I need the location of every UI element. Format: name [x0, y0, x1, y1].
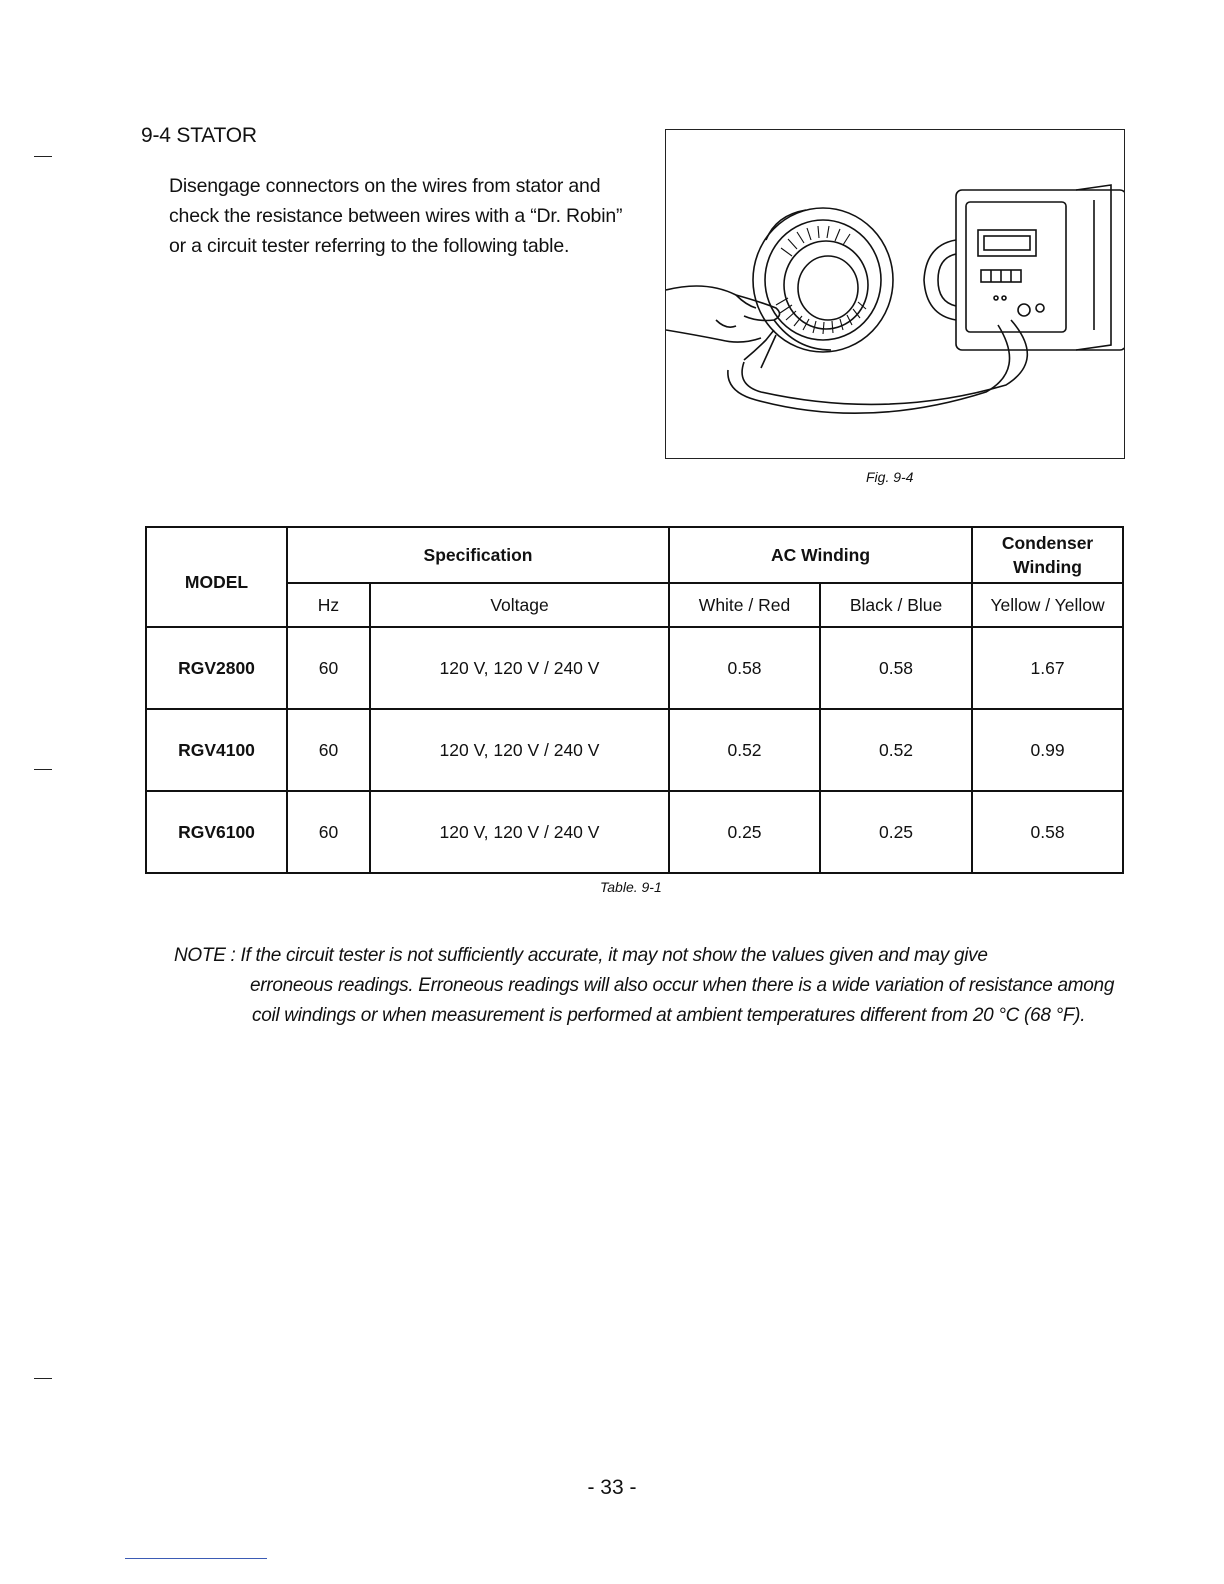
cell-hz: 60	[287, 627, 370, 709]
note-body: erroneous readings. Erroneous readings will also occur when there is a wide variation of resistance among coil windings or when measurement is performed at ambient temperatures different from 20 °C (68 °F).	[250, 975, 1115, 1026]
cell-white-red: 0.58	[669, 627, 820, 709]
margin-mark	[34, 769, 52, 770]
figure-9-4	[665, 129, 1125, 459]
header-yellow-yellow: Yellow / Yellow	[972, 583, 1123, 627]
header-white-red: White / Red	[669, 583, 820, 627]
header-specification: Specification	[287, 527, 669, 583]
cell-voltage: 120 V, 120 V / 240 V	[370, 627, 669, 709]
margin-mark	[34, 1378, 52, 1379]
table-row	[146, 709, 1123, 791]
table-subheader-row	[146, 583, 1123, 627]
cell-yellow-yellow: 0.99	[972, 709, 1123, 791]
cell-black-blue: 0.58	[820, 627, 972, 709]
cell-black-blue: 0.25	[820, 791, 972, 873]
cell-hz: 60	[287, 709, 370, 791]
cell-yellow-yellow: 1.67	[972, 627, 1123, 709]
stator-tester-illustration-icon	[666, 130, 1125, 459]
table-caption: Table. 9-1	[600, 879, 662, 895]
header-model: MODEL	[146, 527, 287, 627]
header-black-blue: Black / Blue	[820, 583, 972, 627]
margin-mark	[34, 156, 52, 157]
intro-paragraph: Disengage connectors on the wires from stator and check the resistance between wires with a “Dr. Robin” or a circuit tester referring to the following table.	[169, 175, 623, 257]
figure-caption: Fig. 9-4	[866, 469, 914, 485]
cell-white-red: 0.25	[669, 791, 820, 873]
table-row	[146, 791, 1123, 873]
cell-model: RGV2800	[146, 627, 287, 709]
cell-voltage: 120 V, 120 V / 240 V	[370, 791, 669, 873]
header-condenser-winding: Condenser Winding	[972, 527, 1123, 583]
note-paragraph	[174, 941, 1134, 1031]
cell-black-blue: 0.52	[820, 709, 972, 791]
note-first-line-text: If the circuit tester is not sufficiently accurate, it may not show the values given and may give	[240, 945, 988, 966]
footer-line	[125, 1558, 267, 1559]
note-label: NOTE :	[174, 945, 236, 966]
header-hz: Hz	[287, 583, 370, 627]
cell-model: RGV4100	[146, 709, 287, 791]
resistance-table	[145, 526, 1124, 874]
header-ac-winding: AC Winding	[669, 527, 972, 583]
header-voltage: Voltage	[370, 583, 669, 627]
cell-hz: 60	[287, 791, 370, 873]
page-number: - 33 -	[587, 1476, 637, 1499]
table-row	[146, 627, 1123, 709]
cell-yellow-yellow: 0.58	[972, 791, 1123, 873]
note-first-line	[174, 941, 1134, 971]
cell-voltage: 120 V, 120 V / 240 V	[370, 709, 669, 791]
section-title: 9-4 STATOR	[141, 124, 257, 147]
cell-model: RGV6100	[146, 791, 287, 873]
cell-white-red: 0.52	[669, 709, 820, 791]
table-header-row	[146, 527, 1123, 583]
